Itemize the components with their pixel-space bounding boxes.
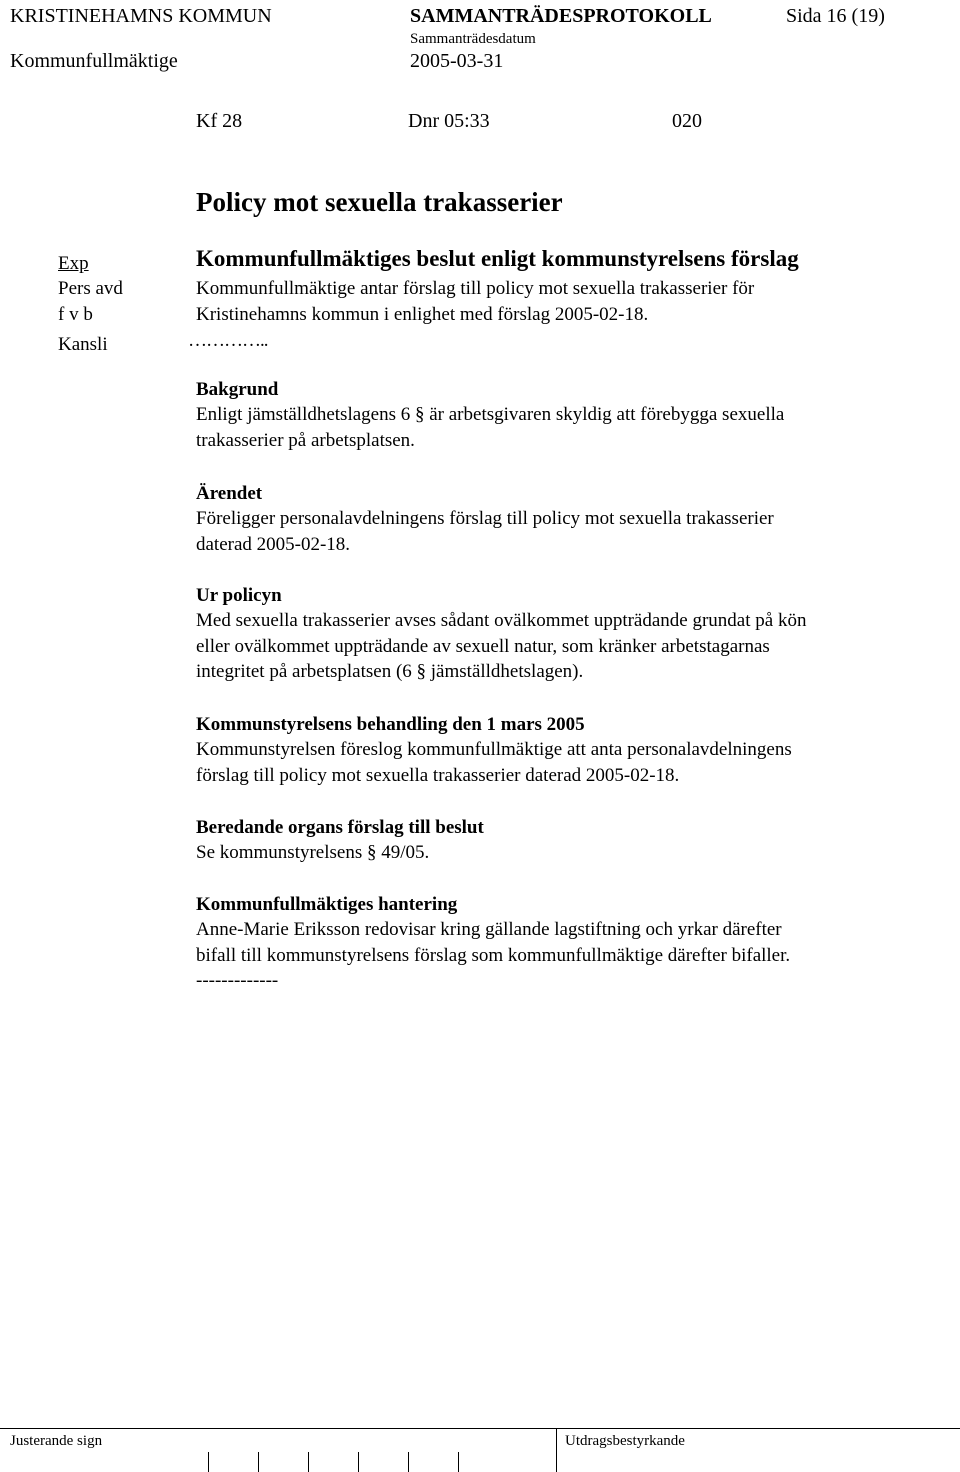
footer-sign-label: Justerande sign (10, 1433, 103, 1449)
decision-dots-text: …………. (188, 330, 264, 351)
section-line: förslag till policy mot sexuella trakasserier daterad 2005-02-18. (196, 764, 680, 786)
section-line: Anne-Marie Eriksson redovisar kring gällande lagstiftning och yrkar därefter (196, 919, 782, 940)
page-number: Sida 16 (19) (786, 5, 885, 27)
case-code: 020 (672, 110, 702, 132)
section-ur-policyn (196, 583, 936, 685)
org-name: KRISTINEHAMNS KOMMUN (10, 5, 272, 27)
decision-line-1: Kommunfullmäktige antar förslag till policy mot sexuella trakasserier för (196, 278, 755, 299)
case-dnr: Dnr 05:33 (408, 110, 490, 132)
sign-box-divider (458, 1452, 459, 1472)
section-line: Kommunstyrelsen föreslog kommunfullmäktige att anta personalavdelningens (196, 739, 792, 760)
doc-type: SAMMANTRÄDESPROTOKOLL (410, 5, 712, 27)
section-heading: Ur policyn (196, 585, 282, 606)
section-line: bifall till kommunstyrelsens förslag som kommunfullmäktige därefter bifaller. (196, 944, 791, 966)
section-ks-behandling (196, 712, 936, 788)
distribution-exp: Exp (58, 253, 89, 274)
section-line: Se kommunstyrelsens § 49/05. (196, 842, 430, 863)
case-kf: Kf 28 (196, 110, 243, 132)
body-name: Kommunfullmäktige (10, 50, 178, 72)
decision-line-2: Kristinehamns kommun i enlighet med förslag 2005-02-18. (196, 304, 649, 325)
meeting-date: 2005-03-31 (410, 50, 504, 72)
section-line: daterad 2005-02-18. (196, 533, 351, 555)
distribution-kansli: Kansli (58, 334, 108, 355)
distribution-fvb: f v b (58, 304, 93, 325)
section-bakgrund (196, 377, 936, 453)
section-arendet (196, 481, 936, 557)
section-heading: Ärendet (196, 483, 263, 504)
decision-dots (188, 328, 268, 354)
sign-box-divider (208, 1452, 209, 1472)
section-heading: Kommunstyrelsens behandling den 1 mars 2005 (196, 714, 585, 735)
date-label: Sammanträdesdatum (410, 31, 536, 47)
section-separator: ------------- (196, 970, 279, 991)
section-heading: Bakgrund (196, 379, 279, 400)
section-heading: Beredande organs förslag till beslut (196, 817, 484, 838)
footer-extract-label: Utdragsbestyrkande (565, 1433, 685, 1449)
decision-dots-end: . (263, 330, 268, 351)
footer-column-divider (556, 1428, 557, 1472)
section-line: Föreligger personalavdelningens förslag till policy mot sexuella trakasserier (196, 508, 774, 529)
sign-box-divider (408, 1452, 409, 1472)
decision-heading: Kommunfullmäktiges beslut enligt kommunstyrelsens förslag (196, 246, 799, 271)
sign-box-divider (358, 1452, 359, 1472)
sign-box-divider (308, 1452, 309, 1472)
section-line: trakasserier på arbetsplatsen. (196, 429, 415, 451)
section-heading: Kommunfullmäktiges hantering (196, 894, 458, 915)
section-line: eller ovälkommet uppträdande av sexuell natur, som kränker arbetstagarnas (196, 635, 770, 657)
section-beredande-organ (196, 815, 936, 866)
sign-box-divider (258, 1452, 259, 1472)
section-line: Enligt jämställdhetslagens 6 § är arbetsgivaren skyldig att förebygga sexuella (196, 404, 785, 425)
section-kf-hantering (196, 892, 936, 994)
section-line: Med sexuella trakasserier avses sådant ovälkommet uppträdande grundat på kön (196, 610, 807, 631)
page-title: Policy mot sexuella trakasserier (196, 187, 563, 217)
distribution-pers-avd: Pers avd (58, 278, 123, 299)
footer-rule (0, 1428, 960, 1429)
section-line: integritet på arbetsplatsen (6 § jämställdhetslagen). (196, 661, 584, 682)
